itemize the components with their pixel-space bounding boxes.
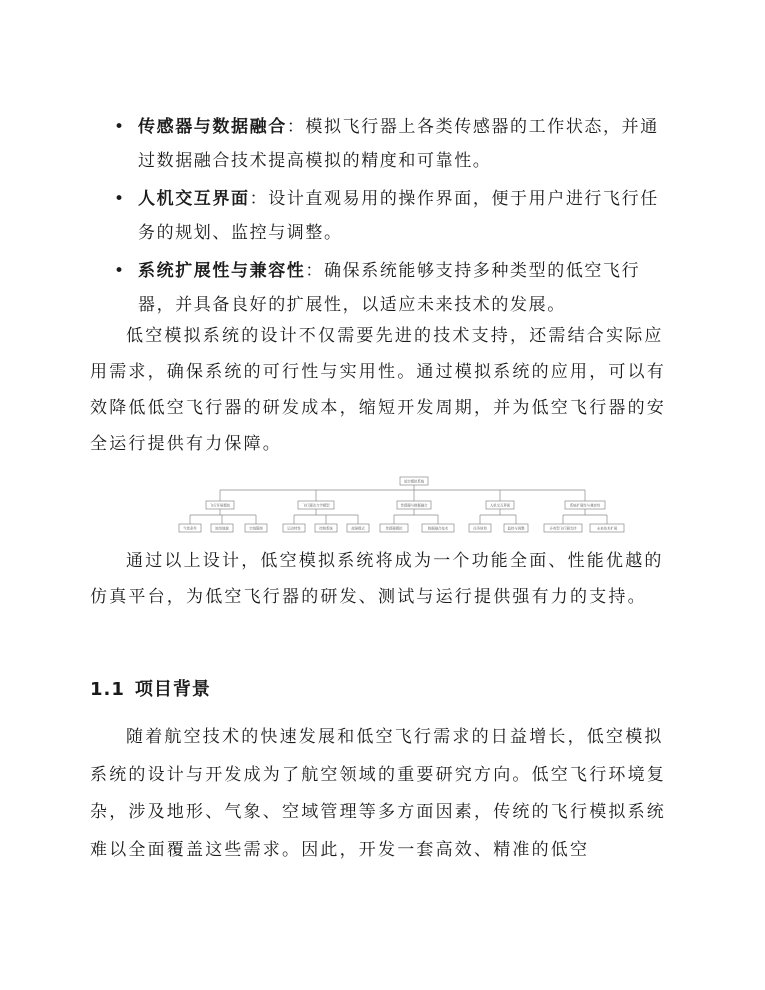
section-heading	[90, 675, 211, 701]
diagram-leaf-label: 气象条件	[183, 526, 197, 531]
diagram-group-label: 飞行环境模拟	[209, 503, 231, 508]
bullet-dot-icon: •	[114, 117, 126, 137]
list-item-separator: ：	[305, 261, 325, 281]
diagram-leaf-label: 未来技术扩展	[596, 526, 618, 531]
diagram-leaf-label: 故障模式	[351, 526, 365, 531]
diagram-leaf-label: 监控与调整	[507, 526, 525, 531]
list-item	[110, 254, 670, 322]
list-item-separator: ：	[249, 189, 269, 209]
body-paragraph: 低空模拟系统的设计不仅需要先进的技术支持，还需结合实际应用需求，确保系统的可行性与实用性。通过模拟系统的应用，可以有效降低低空飞行器的研发成本，缩短开发周期，并为低空飞行器的安全运行提供有力保障。	[90, 326, 666, 454]
diagram-leaf-label: 运动特性	[287, 526, 301, 531]
diagram-leaf-label: 空域限制	[249, 526, 263, 531]
list-item	[110, 110, 670, 178]
diagram-group-label: 传感器与数据融合	[400, 503, 428, 508]
list-item	[110, 182, 670, 250]
list-item-text: 设计直观易用的操作界面，便于用户进行飞行任务的规划、监控与调整。	[138, 189, 659, 243]
diagram-leaf-label: 传感器模拟	[385, 526, 403, 531]
diagram-leaf-label: 任务规划	[473, 526, 487, 531]
diagram-root-label: 低空模拟系统	[403, 479, 425, 484]
diagram-group-label: 人机交互界面	[489, 503, 511, 508]
list-item-term: 系统扩展性与兼容性	[138, 261, 306, 281]
bullet-dot-icon: •	[114, 261, 126, 281]
list-item-text: 模拟飞行器上各类传感器的工作状态，并通过数据融合技术提高模拟的精度和可靠性。	[138, 117, 659, 171]
diagram-leaf-label: 数据融合技术	[427, 526, 449, 531]
list-item-term: 人机交互界面	[138, 189, 250, 209]
list-item-text: 确保系统能够支持多种类型的低空飞行器，并具备良好的扩展性，以适应未来技术的发展。	[138, 261, 641, 315]
diagram-leaf-label: 多类型飞行器支持	[549, 526, 577, 531]
system-structure-diagram	[172, 474, 656, 542]
section-title: 项目背景	[134, 679, 211, 700]
bullet-dot-icon: •	[114, 189, 126, 209]
list-item-separator: ：	[286, 117, 306, 137]
diagram-group-label: 系统扩展性与兼容性	[569, 503, 601, 508]
diagram-leaf-label: 地形地貌	[215, 526, 229, 531]
list-item-term: 传感器与数据融合	[138, 117, 287, 137]
section-number: 1.1	[90, 679, 125, 700]
feature-list	[110, 110, 670, 326]
body-paragraph: 随着航空技术的快速发展和低空飞行需求的日益增长，低空模拟系统的设计与开发成为了航空领域的重要研究方向。低空飞行环境复杂，涉及地形、气象、空域管理等多方面因素，传统的飞行模拟系统难以全面覆盖这些需求。因此，开发一套高效、精准的低空	[90, 727, 666, 860]
diagram-group-label: 飞行器动力学模型	[302, 503, 330, 508]
diagram-leaf-label: 控制系统	[319, 526, 333, 531]
body-paragraph: 通过以上设计，低空模拟系统将成为一个功能全面、性能优越的仿真平台，为低空飞行器的研发、测试与运行提供强有力的支持。	[90, 551, 664, 607]
